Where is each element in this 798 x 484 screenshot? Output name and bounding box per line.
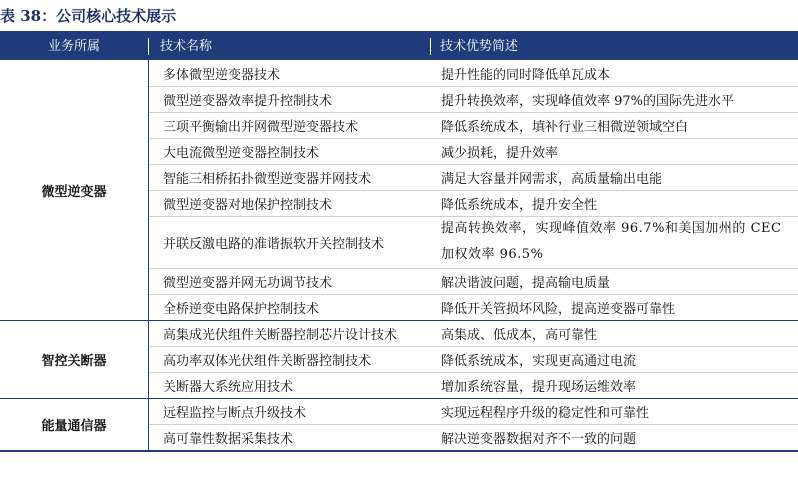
- tech-name-cell: 高可靠性数据采集技术: [163, 431, 294, 447]
- table-row: [0, 190, 798, 216]
- table-row: [0, 294, 798, 320]
- table-row: [0, 216, 798, 268]
- tech-name-cell: 全桥逆变电路保护控制技术: [163, 301, 320, 317]
- table-row: [0, 86, 798, 112]
- business-category-label: 微型逆变器: [41, 184, 107, 200]
- tech-name-cell: 微型逆变器对地保护控制技术: [163, 197, 333, 213]
- table-row: [0, 164, 798, 190]
- header-business: 业务所属: [47, 39, 100, 54]
- table-row: [0, 346, 798, 372]
- advantage-cell: 降低系统成本，填补行业三相微逆领域空白: [441, 119, 689, 135]
- tech-name-cell: 远程监控与断点升级技术: [163, 405, 307, 421]
- tech-name-cell: 三项平衡输出并网微型逆变器技术: [163, 119, 359, 135]
- table-row: [0, 60, 798, 86]
- tech-name-cell: 高功率双体光伏组件关断器控制技术: [163, 353, 372, 369]
- table-row: [0, 424, 798, 450]
- tech-name-cell: 微型逆变器效率提升控制技术: [163, 93, 333, 109]
- column-separator: [148, 320, 149, 398]
- advantage-cell: 提高转换效率，实现峰值效率 96.7%和美国加州的 CEC 加权效率 96.5%: [441, 221, 782, 262]
- business-category-label: 能量通信器: [41, 418, 107, 434]
- tech-name-cell: 并联反激电路的准谐振软开关控制技术: [163, 236, 385, 252]
- advantage-cell: 提升性能的同时降低单瓦成本: [441, 67, 611, 83]
- advantage-cell: 高集成、低成本，高可靠性: [441, 327, 598, 343]
- advantage-cell: 降低系统成本，实现更高通过电流: [441, 353, 637, 369]
- advantage-cell: 降低开关管损坏风险，提高逆变器可靠性: [441, 301, 676, 317]
- tech-name-cell: 微型逆变器并网无功调节技术: [163, 275, 333, 291]
- table-row: [0, 372, 798, 398]
- advantage-cell: 解决逆变器数据对齐不一致的问题: [441, 431, 637, 447]
- advantage-cell: 解决谐波问题，提高输电质量: [441, 275, 611, 291]
- advantage-cell: 满足大容量并网需求，高质量输出电能: [441, 171, 663, 187]
- advantage-cell: 提升转换效率，实现峰值效率 97%的国际先进水平: [441, 93, 735, 109]
- tech-name-cell: 关断器大系统应用技术: [163, 379, 294, 395]
- business-category-label: 智控关断器: [41, 353, 107, 369]
- advantage-cell: 减少损耗，提升效率: [441, 145, 559, 161]
- tech-name-cell: 多体微型逆变器技术: [163, 67, 281, 83]
- table-title: 表 38：公司核心技术展示: [0, 7, 177, 25]
- column-separator: [148, 398, 149, 450]
- header-tech-name: 技术名称: [160, 39, 213, 54]
- advantage-cell: 实现远程程序升级的稳定性和可靠性: [441, 405, 650, 421]
- table-row: [0, 138, 798, 164]
- table-header: [0, 33, 798, 60]
- table-row: [0, 320, 798, 346]
- table-row: [0, 112, 798, 138]
- table-row: [0, 398, 798, 424]
- header-advantage: 技术优势简述: [440, 39, 519, 54]
- advantage-cell: 增加系统容量，提升现场运维效率: [441, 379, 637, 395]
- tech-name-cell: 智能三相桥拓扑微型逆变器并网技术: [163, 171, 372, 187]
- header-separator: [148, 38, 149, 55]
- tech-name-cell: 高集成光伏组件关断器控制芯片设计技术: [163, 327, 398, 343]
- tech-name-cell: 大电流微型逆变器控制技术: [163, 145, 320, 161]
- table-row: [0, 268, 798, 294]
- header-separator: [430, 38, 431, 55]
- column-separator: [148, 60, 149, 320]
- advantage-cell: 降低系统成本，提升安全性: [441, 197, 598, 213]
- table-bottom-rule: [0, 450, 798, 452]
